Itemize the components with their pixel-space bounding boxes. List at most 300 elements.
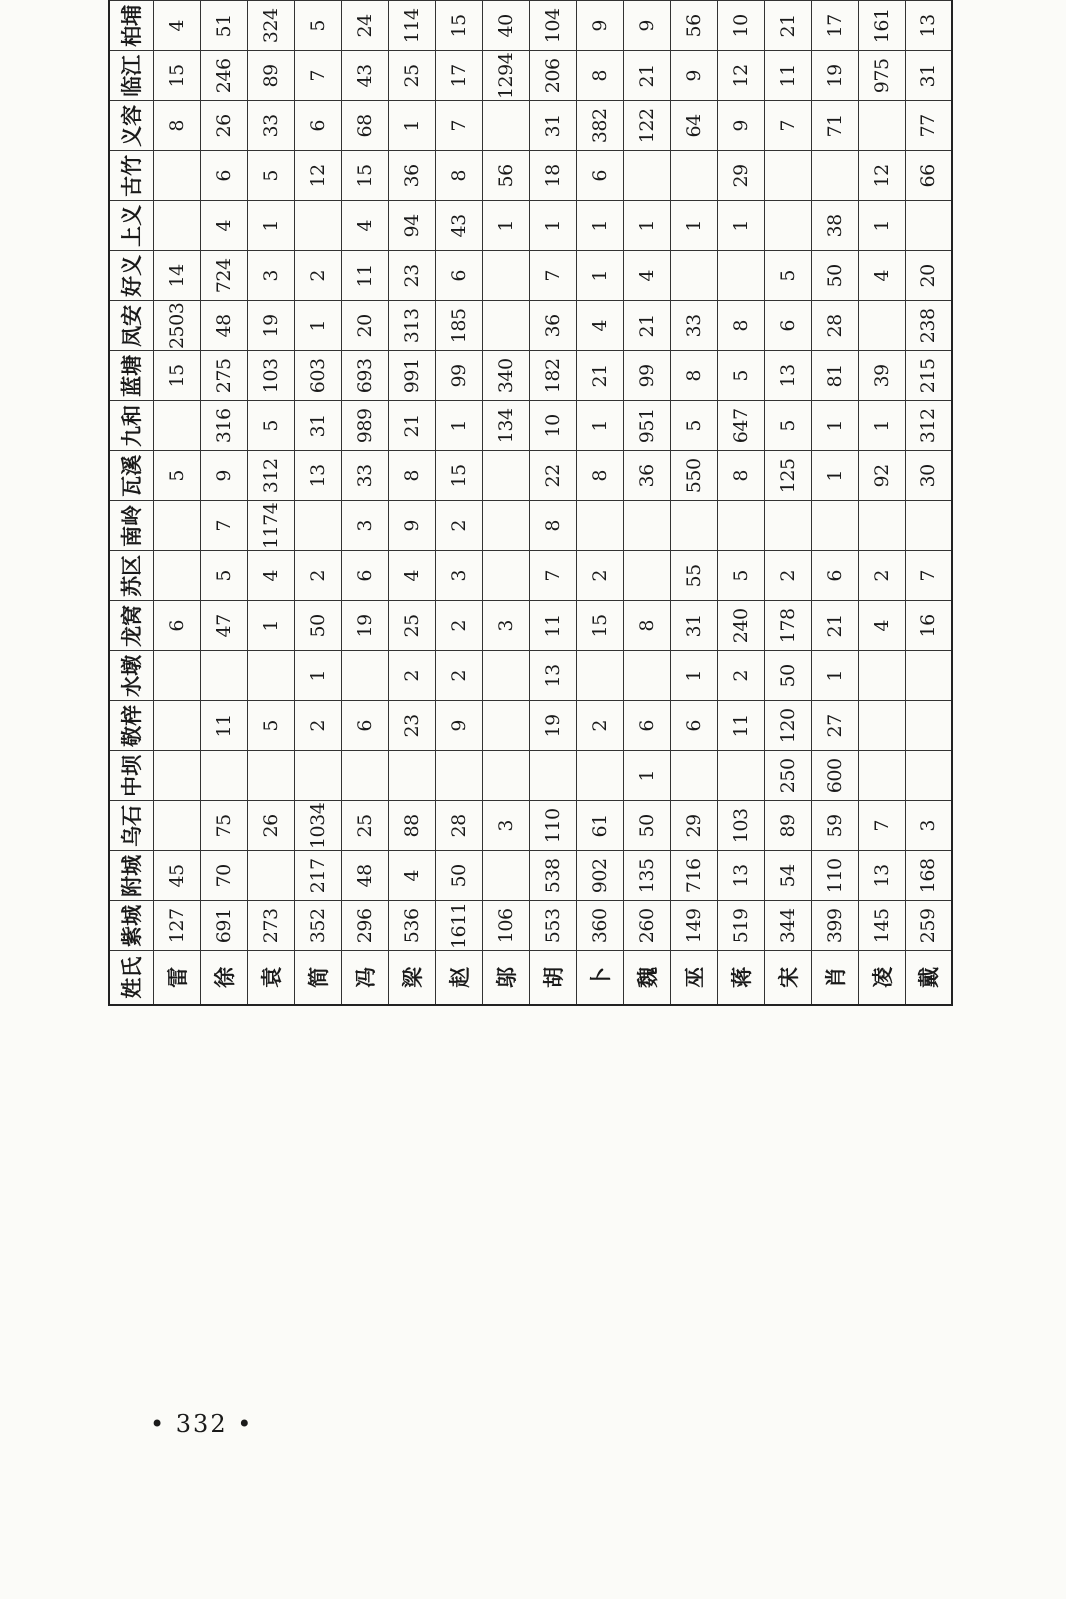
count-cell [247, 0, 294, 1]
count-cell [200, 0, 247, 1]
count-cell: 11 [717, 701, 764, 751]
count-cell: 21 [811, 601, 858, 651]
count-cell [482, 251, 529, 301]
count-cell: 110 [529, 801, 576, 851]
count-cell [435, 0, 482, 1]
count-cell: 38 [811, 201, 858, 251]
surname-cell: 邬 [482, 951, 529, 1005]
count-cell: 33 [670, 301, 717, 351]
header-town: 义容 [109, 101, 153, 151]
count-cell: 1 [623, 751, 670, 801]
count-cell: 13 [764, 351, 811, 401]
count-cell: 39 [858, 351, 905, 401]
count-cell: 2503 [153, 301, 200, 351]
count-cell: 312 [247, 451, 294, 501]
count-cell: 989 [341, 401, 388, 451]
header-town: 敬梓 [109, 701, 153, 751]
count-cell: 89 [764, 801, 811, 851]
count-cell: 71 [811, 101, 858, 151]
count-cell: 9 [200, 451, 247, 501]
count-cell [153, 201, 200, 251]
count-cell [764, 0, 811, 1]
count-cell: 13 [529, 651, 576, 701]
count-cell: 182 [529, 351, 576, 401]
count-cell: 693 [341, 351, 388, 401]
count-cell: 64 [670, 101, 717, 151]
count-cell: 1 [858, 201, 905, 251]
count-cell: 15 [435, 1, 482, 51]
count-cell [247, 751, 294, 801]
count-cell [623, 551, 670, 601]
count-cell: 3 [482, 601, 529, 651]
count-cell: 2 [294, 251, 341, 301]
count-cell: 316 [200, 401, 247, 451]
header-town: 龙窝 [109, 601, 153, 651]
count-cell: 21 [576, 351, 623, 401]
surname-cell: 冯 [341, 951, 388, 1005]
count-cell: 94 [388, 201, 435, 251]
header-town: 好义 [109, 251, 153, 301]
table-row [435, 0, 482, 1005]
header-town [109, 0, 153, 1]
count-cell [858, 701, 905, 751]
header-town: 中坝 [109, 751, 153, 801]
count-cell: 382 [576, 101, 623, 151]
count-cell [153, 151, 200, 201]
header-town: 凤安 [109, 301, 153, 351]
count-cell: 56 [482, 151, 529, 201]
count-cell: 324 [247, 1, 294, 51]
count-cell: 50 [811, 251, 858, 301]
count-cell [200, 651, 247, 701]
count-cell: 45 [153, 851, 200, 901]
count-cell: 110 [811, 851, 858, 901]
count-cell: 88 [388, 801, 435, 851]
count-cell [153, 0, 200, 1]
count-cell: 7 [435, 101, 482, 151]
table-header [109, 0, 153, 1005]
count-cell: 246 [200, 51, 247, 101]
count-cell: 399 [811, 901, 858, 951]
count-cell: 340 [482, 351, 529, 401]
count-cell: 4 [623, 251, 670, 301]
count-cell [858, 0, 905, 1]
count-cell: 951 [623, 401, 670, 451]
count-cell: 4 [341, 201, 388, 251]
count-cell [858, 301, 905, 351]
count-cell [576, 651, 623, 701]
count-cell [905, 751, 952, 801]
count-cell [153, 551, 200, 601]
count-cell [905, 651, 952, 701]
count-cell: 1 [576, 251, 623, 301]
count-cell: 217 [294, 851, 341, 901]
count-cell: 29 [717, 151, 764, 201]
count-cell [482, 851, 529, 901]
surname-cell: 魏 [623, 951, 670, 1005]
count-cell: 8 [717, 301, 764, 351]
surname-cell: 赵 [435, 951, 482, 1005]
count-cell: 25 [388, 51, 435, 101]
count-cell: 5 [717, 551, 764, 601]
count-cell: 647 [717, 401, 764, 451]
count-cell: 6 [623, 701, 670, 751]
count-cell [482, 551, 529, 601]
table-row [764, 0, 811, 1005]
count-cell [529, 751, 576, 801]
count-cell: 2 [858, 551, 905, 601]
count-cell [153, 701, 200, 751]
count-cell: 6 [200, 151, 247, 201]
count-cell: 250 [764, 751, 811, 801]
count-cell: 8 [388, 451, 435, 501]
count-cell: 11 [529, 601, 576, 651]
count-cell [482, 301, 529, 351]
count-cell: 519 [717, 901, 764, 951]
surname-cell: 徐 [200, 951, 247, 1005]
count-cell [623, 0, 670, 1]
count-cell [858, 501, 905, 551]
count-cell: 275 [200, 351, 247, 401]
count-cell: 1 [717, 201, 764, 251]
count-cell [764, 151, 811, 201]
count-cell: 1 [247, 201, 294, 251]
count-cell: 13 [858, 851, 905, 901]
surname-distribution-table [108, 0, 953, 1006]
count-cell: 18 [529, 151, 576, 201]
count-cell: 6 [576, 151, 623, 201]
count-cell [717, 251, 764, 301]
count-cell [341, 751, 388, 801]
count-cell: 36 [529, 301, 576, 351]
count-cell [576, 751, 623, 801]
count-cell: 1 [247, 601, 294, 651]
count-cell [858, 751, 905, 801]
count-cell: 56 [670, 1, 717, 51]
count-cell: 6 [341, 701, 388, 751]
count-cell: 5 [294, 1, 341, 51]
count-cell [670, 151, 717, 201]
count-cell: 15 [153, 351, 200, 401]
table-row [529, 0, 576, 1005]
count-cell: 5 [247, 401, 294, 451]
count-cell: 48 [200, 301, 247, 351]
count-cell: 21 [764, 1, 811, 51]
count-cell: 31 [905, 51, 952, 101]
count-cell: 2 [576, 551, 623, 601]
count-cell: 103 [717, 801, 764, 851]
count-cell: 12 [858, 151, 905, 201]
count-cell: 99 [623, 351, 670, 401]
count-cell [670, 251, 717, 301]
count-cell: 89 [247, 51, 294, 101]
header-town: 蓝塘 [109, 351, 153, 401]
count-cell: 352 [294, 901, 341, 951]
count-cell [623, 151, 670, 201]
count-cell: 31 [529, 101, 576, 151]
count-cell [623, 651, 670, 701]
count-cell: 3 [482, 801, 529, 851]
count-cell: 29 [670, 801, 717, 851]
count-cell: 4 [153, 1, 200, 51]
count-cell: 2 [576, 701, 623, 751]
header-row [109, 0, 153, 1005]
count-cell [858, 651, 905, 701]
count-cell: 19 [529, 701, 576, 751]
header-town: 临江 [109, 51, 153, 101]
header-town: 南岭 [109, 501, 153, 551]
count-cell [905, 701, 952, 751]
count-cell [670, 0, 717, 1]
count-cell: 5 [764, 401, 811, 451]
count-cell: 3 [341, 501, 388, 551]
count-cell [388, 0, 435, 1]
count-cell: 1 [576, 201, 623, 251]
count-cell: 313 [388, 301, 435, 351]
count-cell: 5 [717, 351, 764, 401]
surname-cell: 袁 [247, 951, 294, 1005]
count-cell [153, 801, 200, 851]
count-cell: 5 [670, 401, 717, 451]
count-cell: 1 [294, 651, 341, 701]
count-cell: 206 [529, 51, 576, 101]
count-cell: 312 [905, 401, 952, 451]
count-cell: 259 [905, 901, 952, 951]
count-cell: 5 [764, 251, 811, 301]
count-cell: 99 [435, 351, 482, 401]
count-cell: 50 [764, 651, 811, 701]
count-cell: 20 [341, 301, 388, 351]
table-row [341, 0, 388, 1005]
count-cell: 7 [294, 51, 341, 101]
count-cell: 127 [153, 901, 200, 951]
count-cell: 33 [247, 101, 294, 151]
count-cell [670, 501, 717, 551]
count-cell: 8 [623, 601, 670, 651]
count-cell: 1 [858, 401, 905, 451]
count-cell: 25 [388, 601, 435, 651]
count-cell: 1294 [482, 51, 529, 101]
count-cell [482, 101, 529, 151]
count-cell [482, 0, 529, 1]
header-town: 乌石 [109, 801, 153, 851]
count-cell: 6 [670, 701, 717, 751]
count-cell: 36 [623, 451, 670, 501]
count-cell: 4 [247, 551, 294, 601]
count-cell: 6 [811, 551, 858, 601]
count-cell [811, 501, 858, 551]
count-cell: 6 [435, 251, 482, 301]
count-cell: 3 [905, 801, 952, 851]
count-cell: 125 [764, 451, 811, 501]
count-cell: 6 [294, 101, 341, 151]
count-cell [905, 0, 952, 1]
surname-cell: 卜 [576, 951, 623, 1005]
count-cell [341, 0, 388, 1]
count-cell: 75 [200, 801, 247, 851]
count-cell: 11 [341, 251, 388, 301]
count-cell [247, 851, 294, 901]
count-cell: 5 [247, 701, 294, 751]
count-cell: 6 [153, 601, 200, 651]
count-cell: 975 [858, 51, 905, 101]
header-town: 上义 [109, 201, 153, 251]
count-cell [717, 751, 764, 801]
count-cell: 15 [435, 451, 482, 501]
count-cell: 1 [811, 401, 858, 451]
count-cell: 1 [482, 201, 529, 251]
count-cell: 17 [435, 51, 482, 101]
header-town: 九和 [109, 401, 153, 451]
table-row [905, 0, 952, 1005]
count-cell: 15 [153, 51, 200, 101]
count-cell: 15 [576, 601, 623, 651]
header-town: 柏埔 [109, 1, 153, 51]
count-cell: 553 [529, 901, 576, 951]
table-row [858, 0, 905, 1005]
header-town: 瓦溪 [109, 451, 153, 501]
count-cell: 4 [576, 301, 623, 351]
table-row [482, 0, 529, 1005]
count-cell: 5 [247, 151, 294, 201]
count-cell [529, 0, 576, 1]
table-container [108, 4, 942, 1336]
count-cell: 8 [576, 51, 623, 101]
count-cell: 9 [670, 51, 717, 101]
count-cell: 603 [294, 351, 341, 401]
count-cell: 3 [247, 251, 294, 301]
count-cell [153, 501, 200, 551]
surname-cell: 梁 [388, 951, 435, 1005]
count-cell: 11 [764, 51, 811, 101]
count-cell [623, 501, 670, 551]
count-cell: 168 [905, 851, 952, 901]
table-row [294, 0, 341, 1005]
count-cell: 2 [435, 501, 482, 551]
count-cell: 31 [294, 401, 341, 451]
count-cell: 48 [341, 851, 388, 901]
count-cell: 19 [811, 51, 858, 101]
count-cell: 550 [670, 451, 717, 501]
surname-cell: 肖 [811, 951, 858, 1005]
count-cell [294, 751, 341, 801]
count-cell: 7 [529, 251, 576, 301]
count-cell: 1 [811, 651, 858, 701]
count-cell [153, 651, 200, 701]
count-cell: 2 [717, 651, 764, 701]
count-cell: 10 [717, 1, 764, 51]
count-cell: 1 [294, 301, 341, 351]
surname-cell: 简 [294, 951, 341, 1005]
count-cell [717, 501, 764, 551]
header-town: 古竹 [109, 151, 153, 201]
count-cell: 1 [576, 401, 623, 451]
count-cell: 716 [670, 851, 717, 901]
count-cell: 33 [341, 451, 388, 501]
count-cell: 19 [247, 301, 294, 351]
count-cell: 7 [529, 551, 576, 601]
count-cell: 5 [153, 451, 200, 501]
page-number: • 332 • [150, 1410, 254, 1438]
count-cell: 4 [388, 551, 435, 601]
count-cell [670, 751, 717, 801]
count-cell [482, 751, 529, 801]
count-cell: 536 [388, 901, 435, 951]
count-cell: 4 [858, 601, 905, 651]
count-cell: 149 [670, 901, 717, 951]
count-cell: 15 [341, 151, 388, 201]
count-cell: 81 [811, 351, 858, 401]
count-cell: 77 [905, 101, 952, 151]
count-cell: 30 [905, 451, 952, 501]
count-cell: 104 [529, 1, 576, 51]
table-row [153, 0, 200, 1005]
count-cell: 8 [435, 151, 482, 201]
count-cell: 106 [482, 901, 529, 951]
count-cell: 8 [717, 451, 764, 501]
count-cell: 24 [341, 1, 388, 51]
count-cell: 40 [482, 1, 529, 51]
count-cell: 9 [717, 101, 764, 151]
surname-cell: 戴 [905, 951, 952, 1005]
count-cell: 260 [623, 901, 670, 951]
count-cell [764, 201, 811, 251]
count-cell [482, 501, 529, 551]
count-cell: 114 [388, 1, 435, 51]
count-cell: 122 [623, 101, 670, 151]
surname-cell: 巫 [670, 951, 717, 1005]
count-cell [294, 201, 341, 251]
count-cell: 7 [200, 501, 247, 551]
count-cell: 1 [529, 201, 576, 251]
count-cell: 61 [576, 801, 623, 851]
count-cell: 238 [905, 301, 952, 351]
table-body [153, 0, 952, 1005]
count-cell: 14 [153, 251, 200, 301]
table-row [200, 0, 247, 1005]
header-town: 附城 [109, 851, 153, 901]
count-cell: 26 [200, 101, 247, 151]
count-cell: 50 [435, 851, 482, 901]
count-cell: 9 [623, 1, 670, 51]
count-cell: 902 [576, 851, 623, 901]
count-cell: 8 [576, 451, 623, 501]
count-cell: 2 [435, 601, 482, 651]
table-row [623, 0, 670, 1005]
count-cell [576, 501, 623, 551]
table-row [388, 0, 435, 1005]
count-cell: 50 [294, 601, 341, 651]
table-row [247, 0, 294, 1005]
count-cell: 6 [341, 551, 388, 601]
count-cell: 691 [200, 901, 247, 951]
count-cell: 8 [153, 101, 200, 151]
count-cell: 240 [717, 601, 764, 651]
count-cell [435, 751, 482, 801]
count-cell: 7 [905, 551, 952, 601]
count-cell: 185 [435, 301, 482, 351]
count-cell: 1174 [247, 501, 294, 551]
count-cell: 43 [435, 201, 482, 251]
count-cell [388, 751, 435, 801]
table-row [717, 0, 764, 1005]
count-cell: 55 [670, 551, 717, 601]
count-cell: 4 [200, 201, 247, 251]
count-cell: 21 [623, 51, 670, 101]
count-cell: 13 [294, 451, 341, 501]
count-cell: 103 [247, 351, 294, 401]
surname-cell: 凌 [858, 951, 905, 1005]
